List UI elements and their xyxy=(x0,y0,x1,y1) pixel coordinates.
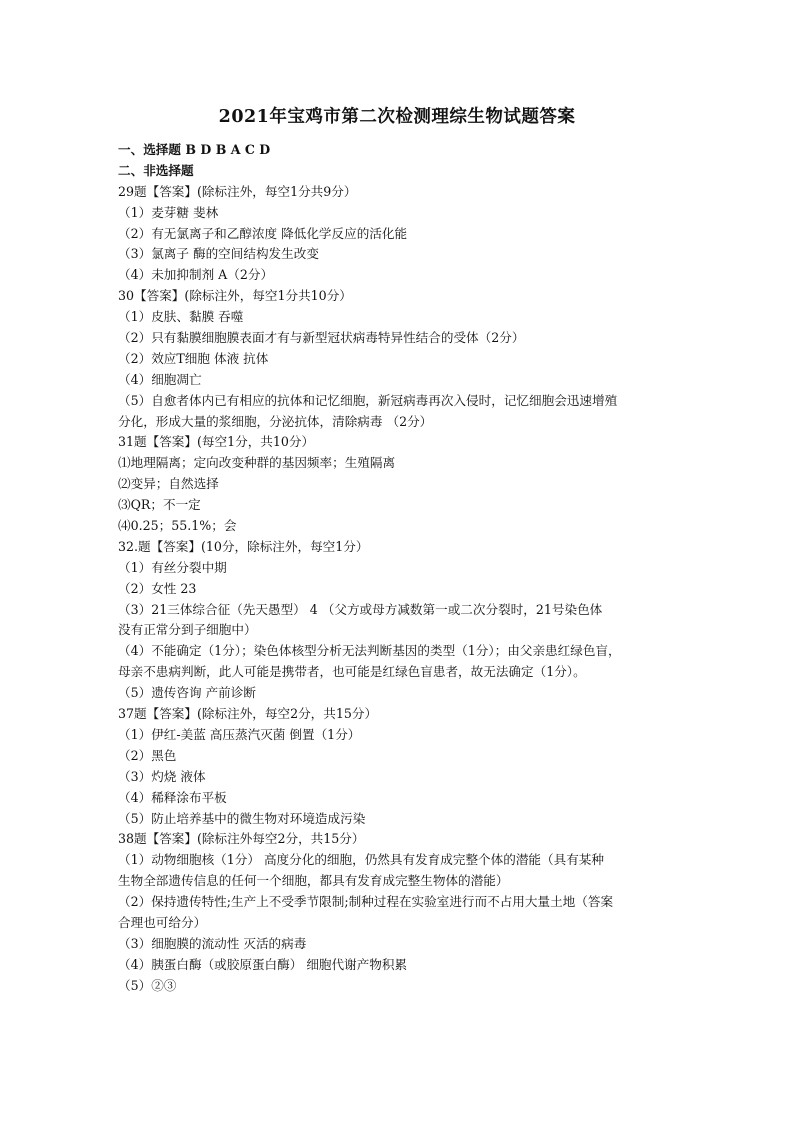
answer-line: （3）氯离子 酶的空间结构发生改变 xyxy=(118,246,319,262)
answer-line: 一、选择题 B D B A C D xyxy=(118,142,271,157)
answer-line: （3）细胞膜的流动性 灭活的病毒 xyxy=(118,935,307,951)
answer-line: （2）效应T细胞 体液 抗体 xyxy=(118,350,269,366)
answer-line: 37题【答案】(除标注外，每空2分，共15分） xyxy=(118,706,378,722)
answer-line: ⑷0.25；55.1%；会 xyxy=(118,518,237,534)
document-title: 2021年宝鸡市第二次检测理综生物试题答案 xyxy=(218,107,576,127)
answer-line: （4）胰蛋白酶（或胶原蛋白酶） 细胞代谢产物积累 xyxy=(118,956,408,972)
answer-line: （3）灼烧 液体 xyxy=(118,768,206,784)
answer-line: 合理也可给分） xyxy=(118,914,207,930)
answer-line: 生物全部遗传信息的任何一个细胞，都具有发育成完整生物体的潜能） xyxy=(118,873,509,889)
answer-line: （5）防止培养基中的微生物对环境造成污染 xyxy=(118,810,366,826)
answer-line: 29题【答案】(除标注外，每空1分共9分） xyxy=(118,183,357,199)
answer-line: 30【答案】(除标注外，每空1分共10分） xyxy=(118,288,352,304)
answer-line: （3）21三体综合征（先天愚型） 4 （父方或母方减数第一或二次分裂时，21号染色体 xyxy=(118,601,603,617)
answer-line: （2）保持遗传特性;生产上不受季节限制;制种过程在实验室进行而不占用大量土地（答案 xyxy=(118,894,614,910)
answer-line: （1）麦芽糖 斐林 xyxy=(118,204,219,220)
answer-line: 没有正常分到子细胞中） xyxy=(118,622,257,638)
answer-line: （1）伊红-美蓝 高压蒸汽灭菌 倒置（1分） xyxy=(118,726,361,742)
answer-line: （1）有丝分裂中期 xyxy=(118,559,227,575)
answer-line: ⑵变异；自然选择 xyxy=(118,476,219,492)
answer-line: 31题【答案】(每空1分，共10分） xyxy=(118,434,315,450)
answer-content xyxy=(118,140,680,997)
answer-line: 32.题【答案】(10分，除标注外，每空1分） xyxy=(118,538,369,554)
answer-line: 二、非选择题 xyxy=(118,162,194,178)
answer-line: （2）黑色 xyxy=(118,747,177,763)
answer-line: ⑶QR；不一定 xyxy=(118,497,201,513)
answer-line: （2）只有黏膜细胞膜表面才有与新型冠状病毒特异性结合的受体（2分） xyxy=(118,330,525,346)
answer-line: （5）遗传咨询 产前诊断 xyxy=(118,685,256,701)
answer-line: （5）②③ xyxy=(118,977,177,993)
answer-line: （1）动物细胞核（1分） 高度分化的细胞，仍然具有发育成完整个体的潜能（具有某种 xyxy=(118,852,604,868)
answer-line: （4）不能确定（1分）；染色体核型分析无法判断基因的类型（1分）；由父亲患红绿色盲， xyxy=(118,643,621,659)
answer-line: （2）女性 23 xyxy=(118,580,197,596)
answer-line: ⑴地理隔离；定向改变种群的基因频率；生殖隔离 xyxy=(118,455,396,471)
answer-line: （2）有无氯离子和乙醇浓度 降低化学反应的活化能 xyxy=(118,225,408,241)
answer-line: （4）稀释涂布平板 xyxy=(118,789,227,805)
answer-line: 分化，形成大量的浆细胞，分泌抗体，清除病毒 （2分） xyxy=(118,413,433,429)
answer-line: 38题【答案】(除标注外每空2分，共15分） xyxy=(118,831,365,847)
answer-line: （4）细胞凋亡 xyxy=(118,371,202,387)
answer-line: （5）自愈者体内已有相应的抗体和记忆细胞，新冠病毒再次入侵时，记忆细胞会迅速增殖 xyxy=(118,392,618,408)
answer-line: 母亲不患病判断，此人可能是携带者，也可能是红绿色盲患者，故无法确定（1分）。 xyxy=(118,664,586,680)
answer-line: （4）未加抑制剂 A（2分） xyxy=(118,267,274,283)
answer-line: （1）皮肤、黏膜 吞噬 xyxy=(118,309,244,325)
